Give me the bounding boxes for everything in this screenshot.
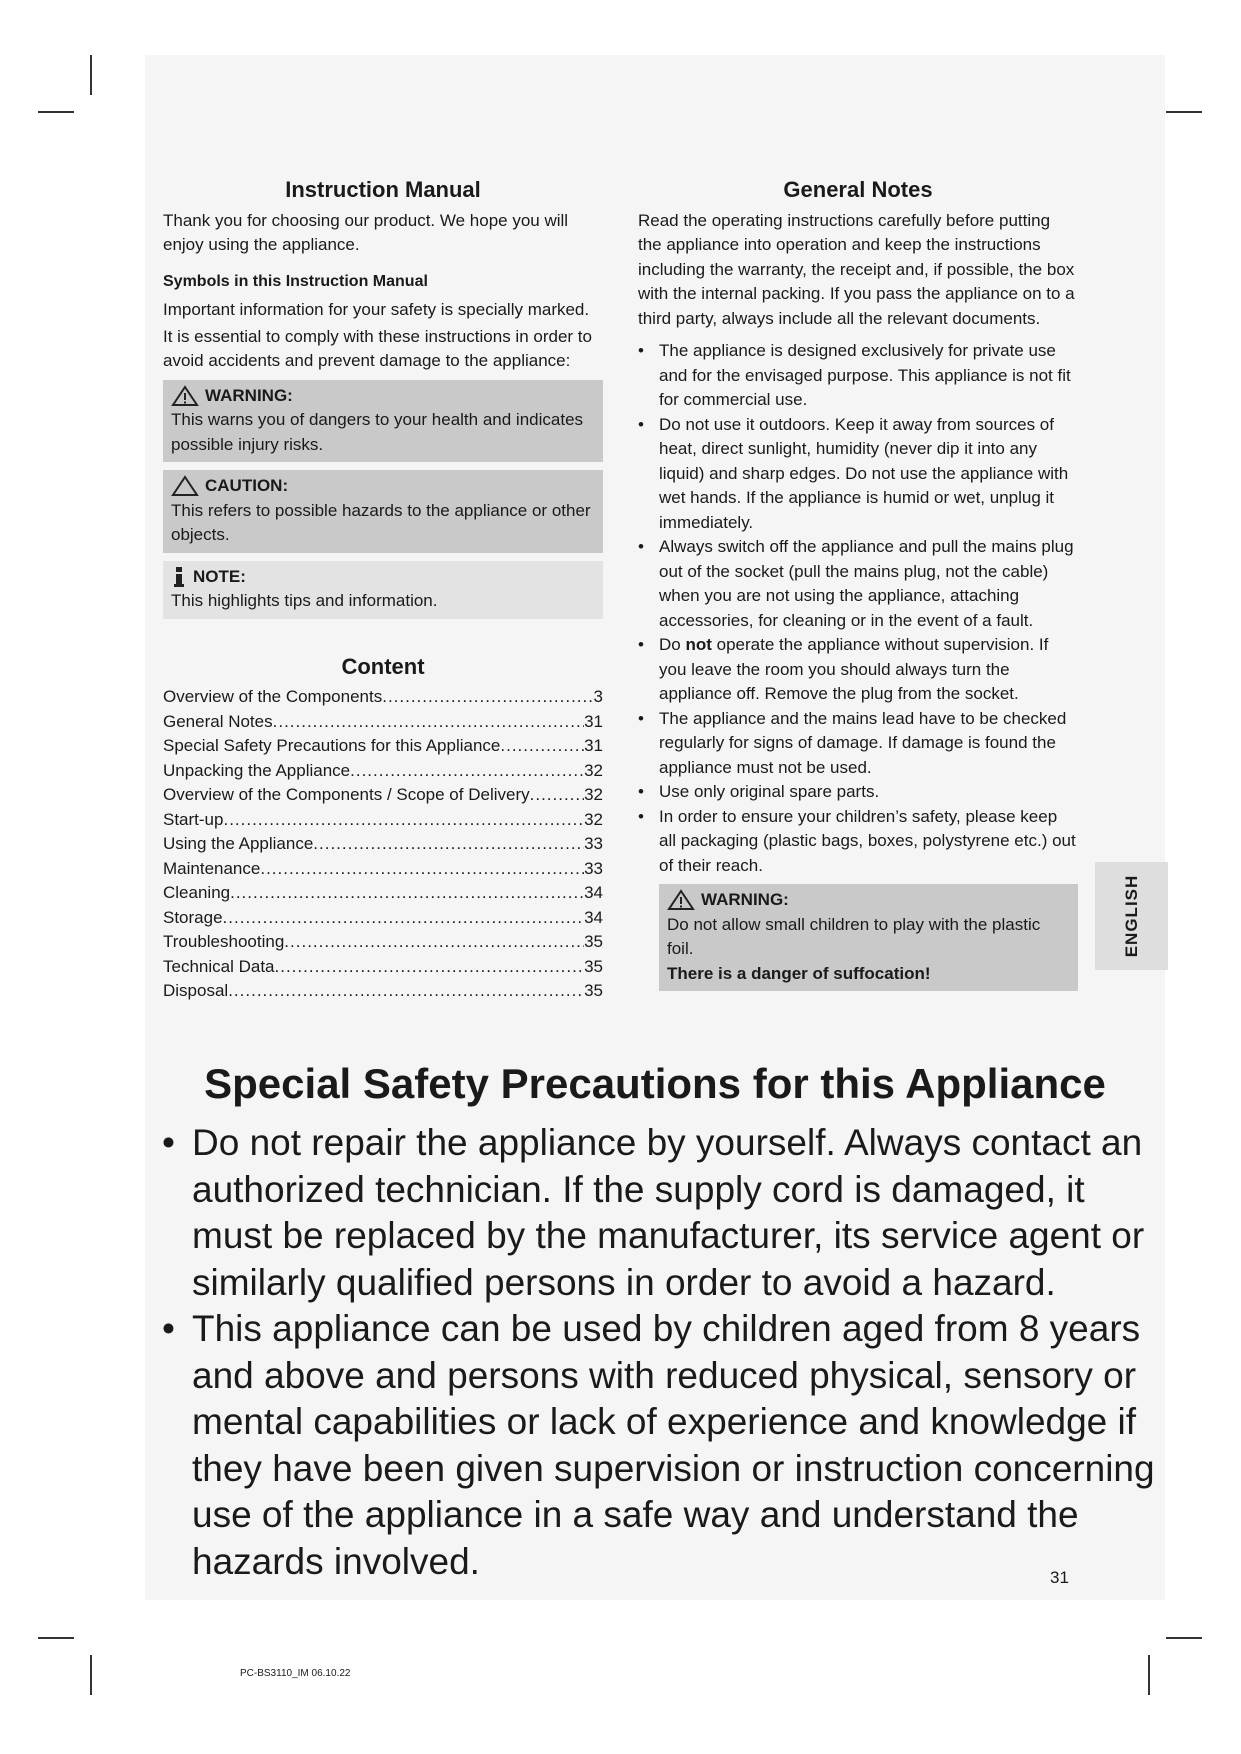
list-item: • The appliance and the mains lead have to be checked regularly for signs of damage. If damage is found the appliance must not be used. [638, 707, 1078, 781]
general-notes-intro: Read the operating instructions carefully before putting the appliance into operation and keep the instructions including the warranty, the receipt and, if possible, the box with the internal packing. If you pass the appliance on to a third party, always include all the relevant documents. [638, 210, 1075, 328]
toc-entry[interactable]: Storage ..... 34 [163, 906, 603, 931]
toc-entry[interactable]: Unpacking the Appliance ..... 32 [163, 759, 603, 784]
warning-box [163, 380, 603, 463]
toc-entry[interactable]: General Notes ..... 31 [163, 710, 603, 735]
crop-mark [90, 1655, 92, 1695]
general-notes-list [638, 339, 1078, 878]
instruction-manual-title: Instruction Manual [285, 177, 481, 202]
caution-text: This refers to possible hazards to the appliance or other objects. [171, 500, 591, 544]
warning-triangle-icon [667, 889, 695, 911]
crop-mark [1166, 111, 1202, 113]
list-item: • Use only original spare parts. [638, 780, 1078, 805]
info-icon [171, 566, 187, 588]
warning-text: This warns you of dangers to your health and indicates possible injury risks. [171, 410, 584, 454]
list-item: • Do not repair the appliance by yourself. Always contact an authorized technician. If the supply cord is damaged, it must be replaced by the manufacturer, its service agent or similarly qualified persons in order to avoid a hazard. [160, 1120, 1160, 1306]
toc-entry[interactable]: Maintenance ..... 33 [163, 857, 603, 882]
warning-text: Do not allow small children to play with the plastic foil. [667, 914, 1041, 958]
special-safety-list [160, 1120, 1160, 1585]
warning-label: WARNING: [205, 385, 293, 405]
toc-entry[interactable]: Cleaning ..... 34 [163, 881, 603, 906]
toc-entry[interactable]: Technical Data ..... 35 [163, 955, 603, 980]
content-title: Content [341, 653, 425, 679]
list-item: • In order to ensure your children’s safety, please keep all packaging (plastic bags, boxes, polystyrene etc.) out of their reach. [638, 805, 1078, 879]
toc-entry[interactable]: Special Safety Precautions for this Appliance ..... 31 [163, 734, 603, 759]
crop-mark [38, 1637, 74, 1639]
toc-entry[interactable]: Start-up ..... 32 [163, 808, 603, 833]
right-column [638, 178, 1078, 991]
general-notes-title: General Notes [783, 177, 933, 202]
crop-mark [38, 111, 74, 113]
crop-mark [1166, 1637, 1202, 1639]
list-item: • The appliance is designed exclusively for private use and for the envisaged purpose. This appliance is not fit for commercial use. [638, 339, 1078, 413]
table-of-contents [163, 685, 603, 1004]
caution-triangle-icon [171, 475, 199, 497]
note-label: NOTE: [193, 566, 246, 586]
toc-entry[interactable]: Using the Appliance ..... 33 [163, 832, 603, 857]
toc-entry[interactable]: Overview of the Components ..... 3 [163, 685, 603, 710]
symbols-heading: Symbols in this Instruction Manual [163, 272, 428, 290]
list-item: • This appliance can be used by children aged from 8 years and above and persons with reduced physical, sensory or mental capabilities or lack of experience and knowledge if they have been given supervision or instruction concerning use of the appliance in a safe way and understand the hazards involved. [160, 1306, 1160, 1585]
left-column [163, 178, 603, 1004]
toc-entry[interactable]: Disposal ..... 35 [163, 979, 603, 1004]
toc-entry[interactable]: Overview of the Components / Scope of Delivery ..... 32 [163, 783, 603, 808]
list-item: • Do not use it outdoors. Keep it away from sources of heat, direct sunlight, humidity (never dip it into any liquid) and sharp edges. Do not use the appliance with wet hands. If the appliance is humid or wet, unplug it immediately. [638, 413, 1078, 536]
warning-bold-text: There is a danger of suffocation! [667, 963, 931, 983]
warning-label: WARNING: [701, 890, 789, 909]
special-safety-title: Special Safety Precautions for this Appliance [204, 1060, 1106, 1107]
symbols-text-1: Important information for your safety is specially marked. [163, 300, 590, 319]
language-tab-label: ENGLISH [1121, 874, 1141, 958]
page-number: 31 [1050, 1568, 1069, 1587]
caution-box [163, 470, 603, 553]
children-warning-box [659, 884, 1078, 991]
symbols-text-2: It is essential to comply with these instructions in order to avoid accidents and prevent damage to the appliance: [163, 326, 592, 370]
warning-triangle-icon [171, 385, 199, 407]
footer-code: PC-BS3110_IM 06.10.22 [240, 1668, 351, 1679]
note-box [163, 561, 603, 619]
language-tab [1095, 862, 1168, 970]
crop-mark [1148, 1655, 1150, 1695]
list-item: • Always switch off the appliance and pull the mains plug out of the socket (pull the mains plug, not the cable) when you are not using the appliance, attaching accessories, for cleaning or in the event of a fault. [638, 535, 1078, 633]
crop-mark [90, 55, 92, 95]
list-item: • Do not operate the appliance without supervision. If you leave the room you should always turn the appliance off. Remove the plug from the socket. [638, 633, 1078, 707]
note-text: This highlights tips and information. [171, 591, 438, 610]
toc-entry[interactable]: Troubleshooting ..... 35 [163, 930, 603, 955]
caution-label: CAUTION: [205, 476, 289, 495]
intro-text: Thank you for choosing our product. We hope you will enjoy using the appliance. [163, 210, 569, 254]
